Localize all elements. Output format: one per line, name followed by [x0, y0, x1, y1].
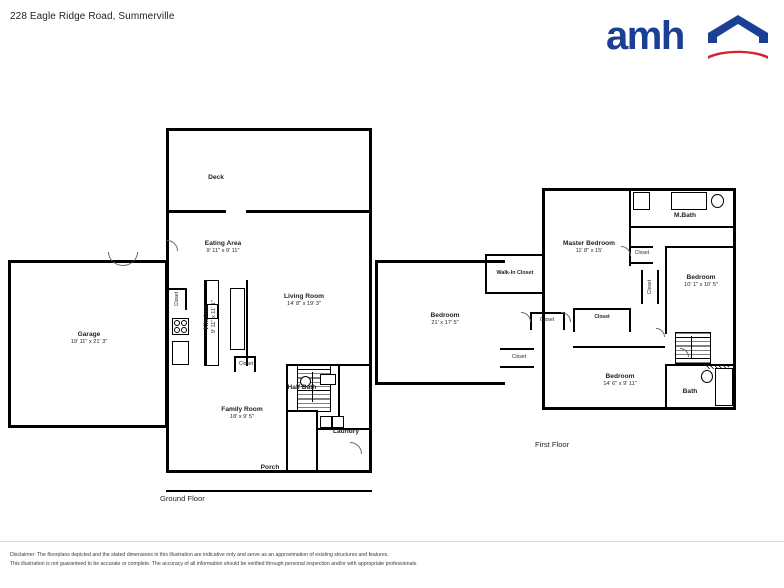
ff-closet-wall-3	[641, 270, 643, 304]
garage-door-leaf	[108, 261, 136, 262]
ff-closet-wall-12	[500, 366, 534, 368]
house-wall-right	[369, 128, 372, 473]
toilet-icon-master	[711, 194, 724, 208]
ff-closet-wall-10	[629, 308, 631, 332]
garage-wall-top	[8, 260, 166, 263]
ff-wic-wall-bottom	[485, 292, 545, 294]
bathtub-icon-master	[671, 192, 707, 210]
amh-logo	[606, 14, 771, 62]
room-label-kitchen: Kitchen 9' 11" x 11' 1"	[202, 300, 217, 334]
first-floor-caption: First Floor	[535, 440, 570, 449]
ff-wall-bottom	[542, 407, 736, 410]
closet-label-1: Closet	[174, 291, 180, 307]
ff-wall-mid-left	[542, 188, 545, 410]
ff-stair-arrow-shaft	[691, 336, 692, 358]
room-label-master-bath: M.Bath	[674, 212, 696, 219]
ff-closet-label-1: Closet	[634, 250, 650, 256]
disclaimer-line-1: Disclaimer: The floorplans depicted and the stated dimensions in this illustration are indicative only and serve as an approximation of existing structures and features.	[10, 552, 389, 558]
ff-closet-wall-2	[631, 262, 653, 264]
ground-floor-plan	[8, 128, 378, 503]
ground-floor-caption: Ground Floor	[160, 494, 205, 503]
ff-wall-left-side	[375, 260, 378, 385]
bathtub-icon-bath	[715, 368, 733, 406]
ff-wall-right	[733, 188, 736, 410]
interior-wall-d	[316, 410, 318, 473]
range-burner-3	[174, 327, 180, 333]
house-wall-top	[166, 128, 372, 131]
footer-divider	[0, 541, 784, 542]
washer-icon	[320, 416, 332, 428]
closet-wall-3	[234, 356, 256, 358]
dryer-icon	[332, 416, 344, 428]
bath-wall-hatch	[705, 364, 729, 369]
room-label-garage: Garage 19' 11" x 21' 3"	[70, 331, 108, 345]
vanity-icon-half-bath	[320, 374, 336, 385]
ff-mbath-wall-left	[629, 188, 631, 228]
refrigerator-icon	[172, 341, 189, 365]
first-floor-plan	[375, 188, 741, 458]
vanity-icon-master	[633, 192, 650, 210]
ff-closet-wall-1	[631, 246, 653, 248]
ff-bed2-wall-left	[665, 246, 667, 334]
deck-divider-wall	[166, 210, 226, 213]
garage-wall-left	[8, 260, 11, 428]
room-label-eating-area: Eating Area 9' 11" x 9' 11"	[204, 240, 242, 254]
toilet-icon-bath	[701, 370, 713, 383]
kitchen-island	[230, 288, 245, 350]
room-label-bedroom-3: Bedroom 14' 6" x 9' 11"	[603, 373, 637, 387]
disclaimer	[10, 551, 570, 569]
garage-wall-bottom	[8, 425, 168, 428]
ff-bath-wall-left	[665, 364, 667, 410]
range-burner-1	[174, 320, 180, 326]
roof-icon	[707, 14, 769, 44]
disclaimer-line-2: This illustration is not guaranteed to be accurate or complete. The accuracy of all information should be verified through personal inspection and/or with appropriate professionals.	[10, 561, 418, 567]
porch-wall-bottom	[166, 490, 372, 492]
ff-wic-wall-top	[485, 254, 545, 256]
room-label-master-bedroom: Master Bedroom 11' 8" x 15'	[562, 240, 616, 254]
ff-mbath-wall-bottom	[631, 226, 736, 228]
ff-closet-wall-8	[573, 308, 631, 310]
closet-wall-2	[185, 288, 187, 310]
interior-wall-b	[286, 364, 372, 366]
kitchen-wall-right	[246, 280, 248, 366]
ff-closet-label-2: Closet	[647, 279, 653, 295]
room-label-laundry: Laundry	[332, 428, 359, 435]
ff-door-arc-4	[647, 328, 665, 346]
swoosh-icon	[707, 50, 769, 61]
ff-closet-label-3: Closet	[539, 317, 555, 323]
ff-bed2-wall-top	[665, 246, 736, 248]
deck-divider-wall-right	[246, 210, 372, 213]
ff-closet-label-4: Closet	[594, 314, 610, 320]
range-burner-2	[181, 320, 187, 326]
room-label-living-room: Living Room 14' 8" x 19' 3"	[284, 293, 324, 307]
ff-walk-in-closet-label: Walk-In Closet	[496, 270, 534, 276]
ff-closet-wall-11	[500, 348, 534, 350]
ff-closet-wall-9	[573, 308, 575, 332]
ff-closet-label-5: Closet	[511, 354, 527, 360]
house-wall-left	[166, 128, 169, 473]
room-label-bedroom-2: Bedroom 10' 1" x 10' 5"	[684, 274, 718, 288]
room-label-family-room: Family Room 18' x 9' 5"	[221, 406, 263, 420]
door-arc-front	[338, 442, 362, 466]
logo-wordmark: amh	[606, 14, 684, 58]
interior-wall-c	[286, 410, 318, 412]
ff-closet-wall-4	[657, 270, 659, 304]
ff-closet-wall-5	[530, 312, 564, 314]
ff-bed3-wall-top	[573, 346, 665, 348]
ff-wall-left-bottom	[375, 382, 505, 385]
closet-label-2: Closet	[238, 361, 254, 367]
room-label-porch: Porch	[260, 464, 280, 471]
room-label-deck: Deck	[208, 174, 224, 181]
room-label-bath: Bath	[682, 388, 698, 395]
page-title: 228 Eagle Ridge Road, Summerville	[10, 11, 175, 22]
room-label-bedroom-large: Bedroom 21' x 17' 5"	[430, 312, 460, 326]
range-burner-4	[181, 327, 187, 333]
ff-wall-top	[542, 188, 736, 191]
room-label-half-bath: Half Bath	[287, 384, 317, 391]
